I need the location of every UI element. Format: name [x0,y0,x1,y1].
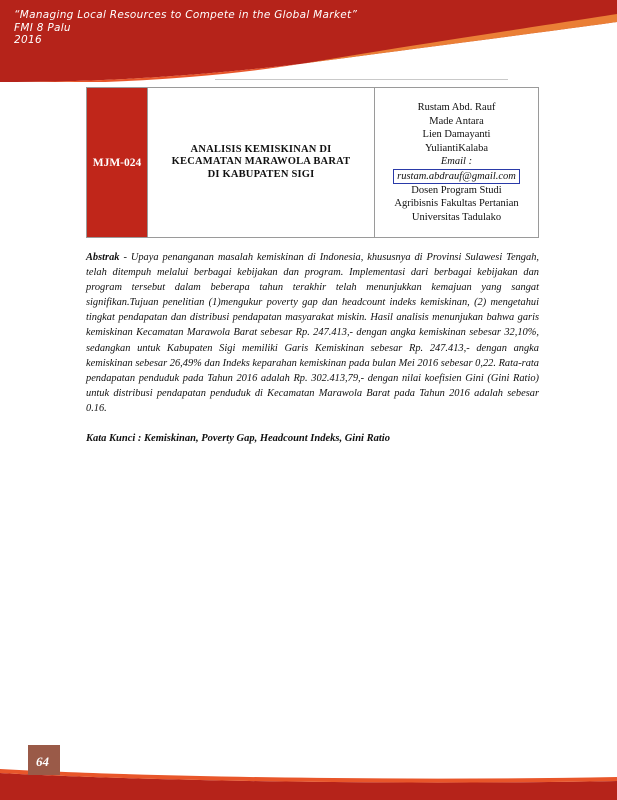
conference-year: 2016 [14,34,42,46]
author-name: Rustam Abd. Rauf [417,102,496,113]
footer-banner [0,745,617,800]
affiliation-line: Dosen Program Studi [411,184,502,196]
paper-title [148,88,375,238]
author-name: YuliantiKalaba [425,142,488,154]
email-label: Email : [440,156,473,167]
paper-title-line: ANALISIS KEMISKINAN DI [190,143,332,155]
author-name: Made Antara [429,115,484,127]
paper-title-line: KECAMATAN MARAWOLA BARAT [171,156,351,168]
page-number: 64 [36,754,49,769]
email-link[interactable]: rustam.abdrauf@gmail.com [393,169,520,184]
paper-info-table [86,87,539,238]
author-info [375,88,539,238]
conference-tagline: “Managing Local Resources to Compete in the Global Market” [14,9,358,21]
abstract-label: Abstrak [86,252,120,263]
author-name: Lien Damayanti [422,129,491,140]
header-rule [215,79,508,80]
paper-code: MJM-024 [87,88,148,238]
paper-title-line: DI KABUPATEN SIGI [207,168,315,180]
keywords: Kata Kunci : Kemiskinan, Poverty Gap, Headcount Indeks, Gini Ratio [86,433,390,444]
abstract-text: - Upaya penanganan masalah kemiskinan di Indonesia, khususnya di Provinsi Sulawesi Tengah, telah ditempuh melalui berbagai kebijakan dan program. Implementasi dari berbagai kebijakan dan program tersebut dalam beberapa tahun terakhir telah menunjukkan kemajuan yang sangat signifikan.Tujuan penelitian (1)mengukur poverty gap dan headcount indeks kemiskinan, (2) mengetahui tingkat pendapatan dan distribusi pendapatan masyarakat miskin. Hasil analisis menunjukan bahwa garis kemiskinan Kecamatan Marawola Barat sebesar Rp. 247.413,- dengan angka kemiskinan sebesar 32,10%, sedangkan untuk Kabupaten Sigi memiliki Garis Kemiskinan sebesar Rp. 247.413,- dengan angka kemiskinan sebesar 26,49% dan Indeks keparahan kemiskinan pada bulan Mei 2016 sebesar 0,22. Rata-rata pendapatan penduduk pada Tahun 2016 adalah Rp. 302.413,79,- dengan nilai koefisien Gini (Gini Ratio) untuk distribusi pendapatan penduduk di Kecamatan Marawola Barat pada Tahun 2016 adalah sebesar 0.16. [86,252,539,414]
abstract [86,250,539,416]
affiliation-line: Universitas Tadulako [411,211,502,223]
conference-event: FMI 8 Palu [14,21,71,34]
header-text [14,9,357,47]
affiliation-line: Agribisnis Fakultas Pertanian [394,198,519,209]
